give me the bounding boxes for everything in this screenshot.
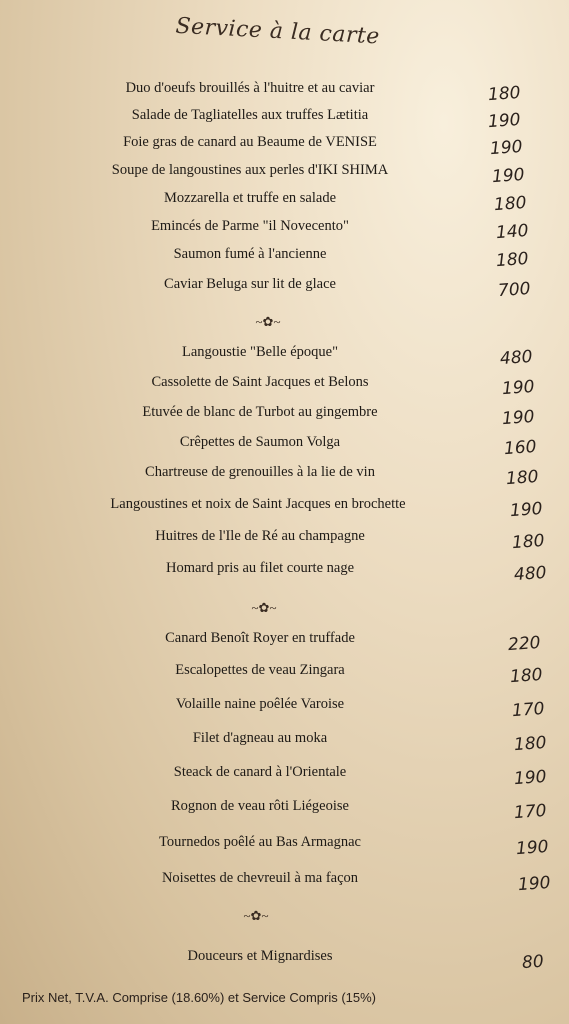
menu-item-name: Saumon fumé à l'ancienne — [173, 246, 327, 262]
menu-item-name: Salade de Tagliatelles aux truffes Lætitia — [131, 107, 369, 123]
menu-item — [0, 372, 569, 400]
menu-item-price: 190 — [489, 136, 524, 160]
menu-item — [0, 660, 569, 688]
menu-item-name: Steack de canard à l'Orientale — [173, 764, 347, 780]
menu-item-price: 80 — [521, 951, 545, 974]
menu-item-name: Foie gras de canard au Beaume de VENISE — [123, 134, 377, 150]
menu-item-price: 180 — [513, 732, 548, 756]
menu-item-name: Rognon de veau rôti Liégeoise — [171, 798, 349, 814]
menu-item-price: 180 — [505, 466, 540, 490]
menu-item — [0, 244, 569, 272]
menu-item-name: Caviar Beluga sur lit de glace — [164, 276, 336, 292]
menu-item — [0, 628, 569, 656]
menu-item-price: 190 — [509, 498, 544, 522]
menu-item-price: 180 — [487, 82, 522, 106]
menu-item-price: 180 — [493, 192, 528, 216]
menu-item — [0, 462, 569, 490]
menu-item-price: 140 — [495, 220, 530, 244]
menu-item-name: Filet d'agneau au moka — [192, 730, 328, 746]
menu-item-name: Langoustines et noix de Saint Jacques en brochette — [110, 496, 406, 512]
menu-item-name: Mozzarella et truffe en salade — [163, 190, 337, 206]
menu-item-price: 160 — [503, 436, 538, 460]
menu-item — [0, 526, 569, 554]
ornament-divider-icon: ~✿~ — [243, 908, 269, 923]
menu-item-price: 190 — [491, 164, 526, 188]
ornament-divider-icon: ~✿~ — [251, 600, 277, 615]
menu-item-name: Langoustie "Belle époque" — [182, 344, 338, 360]
menu-item-price: 190 — [515, 836, 550, 860]
menu-item-name: Tournedos poêlé au Bas Armagnac — [159, 834, 361, 850]
ornament-divider-icon: ~✿~ — [255, 314, 281, 329]
menu-item — [0, 762, 569, 790]
menu-item-name: Noisettes de chevreuil à ma façon — [161, 870, 359, 886]
menu-item — [0, 342, 569, 370]
menu-item-price: 190 — [501, 376, 536, 400]
menu-item-name: Escalopettes de veau Zingara — [175, 662, 345, 678]
menu-item — [0, 728, 569, 756]
price-footer: Prix Net, T.V.A. Comprise (18.60%) et Service Compris (15%) — [22, 990, 377, 1005]
menu-title: Service à la carte — [174, 13, 381, 50]
menu-item-price: 180 — [495, 248, 530, 272]
menu-item-name: Douceurs et Mignardises — [187, 948, 333, 964]
menu-item-name: Etuvée de blanc de Turbot au gingembre — [142, 404, 378, 420]
menu-item — [0, 946, 569, 974]
menu-item-name: Volaille naine poêlée Varoise — [175, 696, 345, 712]
menu-item-price: 180 — [509, 664, 544, 688]
menu-item-price: 180 — [511, 530, 546, 554]
menu-item — [0, 216, 569, 244]
menu-item-price: 220 — [507, 632, 542, 656]
menu-item — [0, 78, 569, 106]
menu-item — [0, 160, 569, 188]
menu-item — [0, 694, 569, 722]
menu-item-price: 480 — [513, 562, 548, 586]
menu-item-price: 480 — [499, 346, 534, 370]
menu-item-price: 190 — [487, 109, 522, 133]
menu-item — [0, 432, 569, 460]
menu-item-name: Emincés de Parme "il Novecento" — [151, 218, 349, 234]
menu-item-price: 190 — [501, 406, 536, 430]
menu-item-price: 190 — [513, 766, 548, 790]
menu-item — [0, 132, 569, 160]
menu-item-price: 190 — [517, 872, 552, 896]
menu-item-price: 170 — [513, 800, 548, 824]
menu-item-name: Chartreuse de grenouilles à la lie de vin — [145, 464, 375, 480]
menu-item — [0, 105, 569, 133]
menu-item — [0, 868, 569, 896]
menu-item — [0, 832, 569, 860]
menu-item-price: 700 — [497, 278, 532, 302]
menu-item — [0, 188, 569, 216]
menu-item — [0, 274, 569, 302]
menu-item-name: Duo d'oeufs brouillés à l'huitre et au caviar — [125, 80, 375, 96]
menu-item-name: Cassolette de Saint Jacques et Belons — [151, 374, 369, 390]
menu-item-name: Crêpettes de Saumon Volga — [179, 434, 341, 450]
menu-item — [0, 796, 569, 824]
menu-item-name: Canard Benoît Royer en truffade — [165, 630, 355, 646]
menu-item-name: Huitres de l'Ile de Ré au champagne — [155, 528, 365, 544]
menu-item — [0, 402, 569, 430]
menu-item-name: Homard pris au filet courte nage — [165, 560, 355, 576]
menu-item-price: 170 — [511, 698, 546, 722]
menu-item — [0, 558, 569, 586]
menu-item-name: Soupe de langoustines aux perles d'IKI SHIMA — [111, 162, 389, 178]
menu-item — [0, 494, 569, 522]
